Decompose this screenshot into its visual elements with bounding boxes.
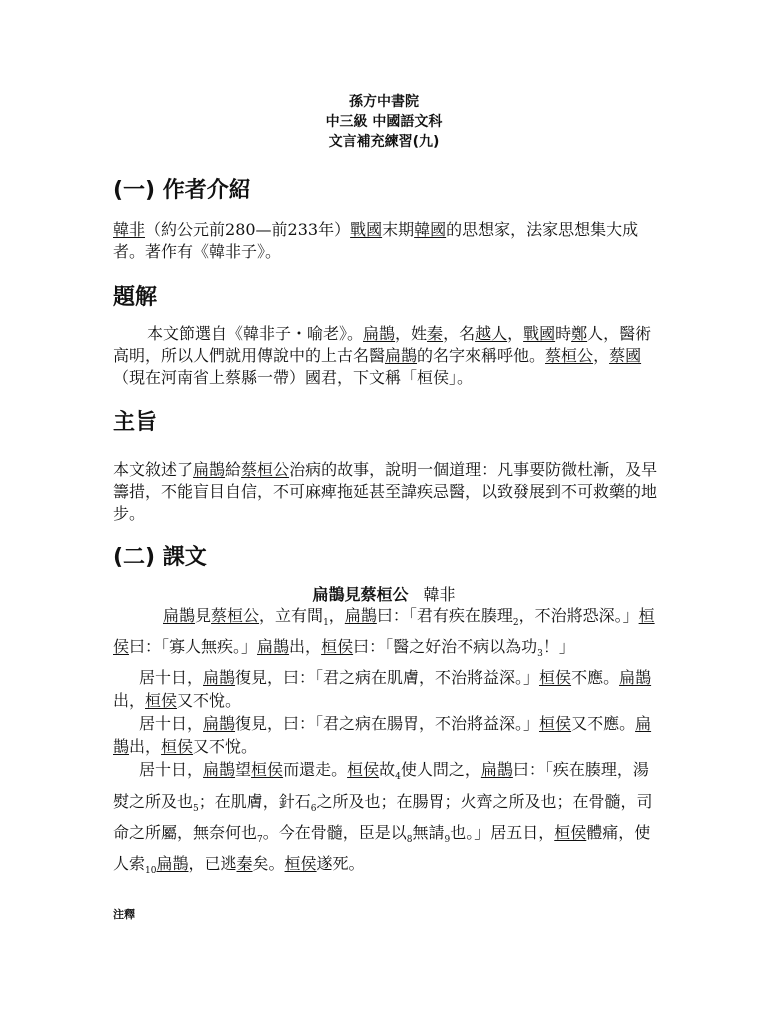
theme-paragraph: 本文敘述了扁鵲給蔡桓公治病的故事，說明一個道理：凡事要防微杜漸，及早籌措，不能盲目自信，不可麻痺拖延甚至諱疾忌醫，以致發展到不可救藥的地步。 bbox=[113, 460, 658, 523]
explain-paragraph: 本文節選自《韓非子・喻老》。扁鵲，姓秦，名越人，戰國時鄭人，醫術高明，所以人們就用傳說中的上古名醫扁鵲的名字來稱呼他。蔡桓公，蔡國（現在河南省上蔡縣一帶）國君，下文稱「桓侯」。 bbox=[113, 324, 652, 387]
subject-line: 中三級 中國語文科 bbox=[325, 114, 443, 130]
lesson-title: 扁鵲見蔡桓公 bbox=[312, 585, 409, 604]
section-author-heading: (一) 作者介紹 bbox=[113, 178, 251, 203]
school-name: 孫方中書院 bbox=[349, 94, 419, 110]
lesson-para-1: 扁鵲見蔡桓公，立有間$_1$，扁鵲曰：「君有疾在腠理$_2$，不治將恐深。」桓侯曰：「寡人無疾。」扁鵲出，桓侯曰：「醫之好治不病以為功$_3$！」 bbox=[113, 606, 655, 660]
lesson-para-4: 居十日，扁鵲望桓侯而還走。桓侯故$_4$使人問之，扁鵲曰：「疾在腠理，湯熨之所及也$_5$；在肌膚，針石$_6$之所及也；在腸胃；火齊之所及也；在骨髓，司命之所屬，無奈何也$_7$。今在骨髓，臣是以$_8$無請$_9$也。」居五日，桓侯體痛，使人索$_{10}$扁鵲，已逃秦矣。桓侯遂死。 bbox=[113, 760, 653, 877]
lesson-para-3: 居十日，扁鵲復見，曰：「君之病在腸胃，不治將益深。」桓侯又不應。扁鵲出，桓侯又不悅。 bbox=[113, 714, 652, 757]
section-theme-heading: 主旨 bbox=[113, 410, 158, 435]
author-intro-paragraph: 韓非（約公元前280—前233年）戰國末期韓國的思想家，法家思想集大成者。著作有《韓非子》。 bbox=[113, 220, 639, 261]
section-explain-heading: 題解 bbox=[113, 285, 158, 310]
notes-label: 注釋 bbox=[113, 908, 135, 921]
lesson-title-line bbox=[0, 582, 768, 605]
section-text-heading: (二) 課文 bbox=[113, 545, 207, 570]
exercise-title: 文言補充練習(九) bbox=[328, 134, 440, 150]
document-header bbox=[0, 92, 768, 152]
lesson-author: 韓非 bbox=[423, 585, 456, 604]
lesson-text bbox=[113, 604, 658, 883]
lesson-para-2: 居十日，扁鵲復見，曰：「君之病在肌膚，不治將益深。」桓侯不應。扁鵲出，桓侯又不悅。 bbox=[113, 668, 652, 711]
term: 韓非 bbox=[113, 220, 146, 239]
